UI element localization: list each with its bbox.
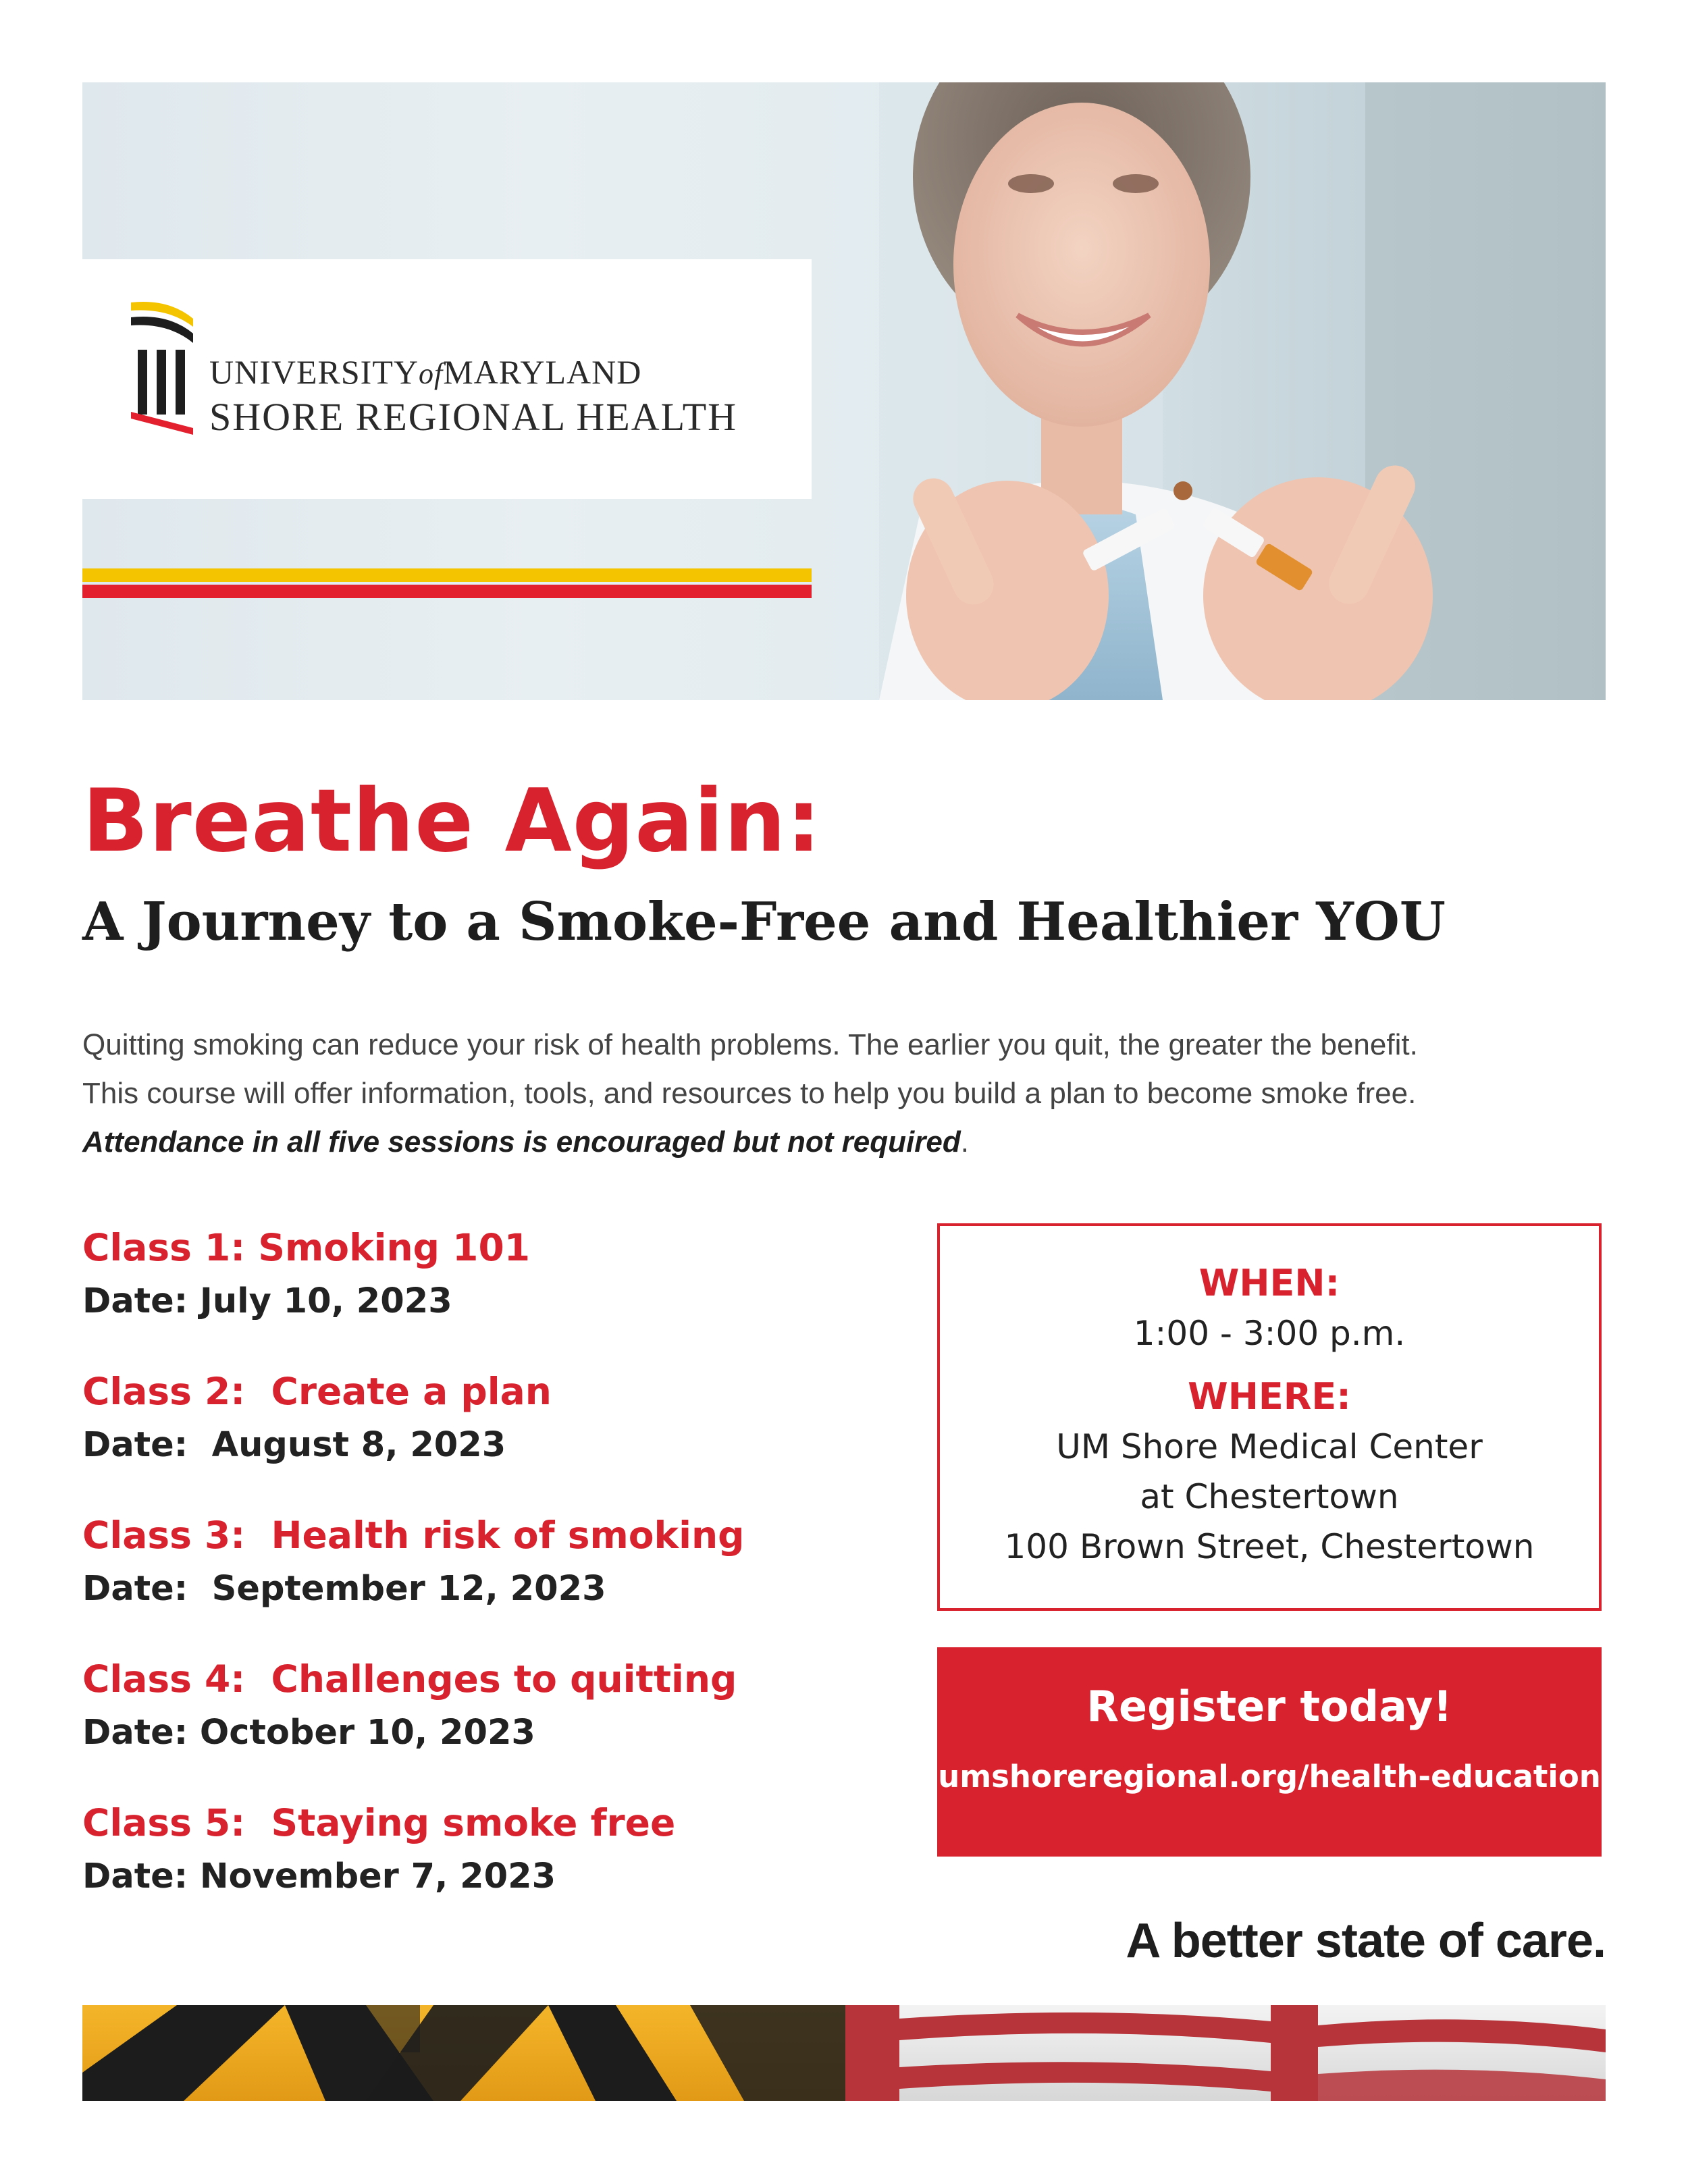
class-date: Date: November 7, 2023 (82, 1857, 556, 1896)
where-line-1: UM Shore Medical Center (1056, 1427, 1483, 1466)
university-column-logo-icon (128, 296, 203, 437)
intro-text (82, 1021, 1606, 1167)
where-label: WHERE: (1188, 1375, 1351, 1418)
attendance-note: Attendance in all five sessions is encouraged but not required. (82, 1125, 969, 1158)
when-label: WHEN: (1198, 1262, 1340, 1304)
logo-panel (82, 259, 812, 499)
register-panel (937, 1647, 1602, 1857)
register-link[interactable]: umshoreregional.org/health-education (938, 1759, 1601, 1794)
class-title: Class 2: Create a plan (82, 1370, 552, 1413)
where-line-2: at Chestertown (1140, 1477, 1399, 1516)
brand-tagline: A better state of care. (1126, 1914, 1606, 1968)
intro-line-2: This course will offer information, tools, and resources to help you build a plan to become smoke free. (82, 1077, 1417, 1110)
class-title: Class 1: Smoking 101 (82, 1226, 530, 1269)
class-title: Class 5: Staying smoke free (82, 1801, 676, 1844)
class-item (82, 1796, 893, 1940)
class-item (82, 1508, 893, 1652)
class-date: Date: July 10, 2023 (82, 1281, 452, 1321)
when-where-box (937, 1223, 1602, 1611)
class-item (82, 1221, 893, 1364)
page-title: Breathe Again: (82, 771, 822, 872)
class-schedule (82, 1221, 893, 1940)
intro-line-1: Quitting smoking can reduce your risk of health problems. The earlier you quit, the greater the benefit. (82, 1028, 1418, 1061)
class-title: Class 4: Challenges to quitting (82, 1657, 737, 1701)
when-value: 1:00 - 3:00 p.m. (1133, 1314, 1406, 1353)
class-date: Date: October 10, 2023 (82, 1713, 535, 1753)
logo-wordmark-line2: SHORE REGIONAL HEALTH (209, 395, 738, 439)
class-date: Date: August 8, 2023 (82, 1425, 506, 1465)
class-title: Class 3: Health risk of smoking (82, 1514, 745, 1557)
where-line-3: 100 Brown Street, Chestertown (1004, 1527, 1535, 1566)
maryland-flag-banner-icon (82, 2005, 1606, 2101)
yellow-stripe (82, 568, 812, 582)
red-stripe (82, 585, 812, 598)
page-subtitle: A Journey to a Smoke-Free and Healthier YOU (82, 891, 1446, 953)
class-item (82, 1652, 893, 1796)
hero-banner (82, 82, 1606, 700)
register-heading: Register today! (1086, 1682, 1452, 1731)
class-date: Date: September 12, 2023 (82, 1569, 606, 1609)
logo-wordmark-line1: UNIVERSITYofMARYLAND (209, 353, 642, 391)
class-item (82, 1364, 893, 1508)
